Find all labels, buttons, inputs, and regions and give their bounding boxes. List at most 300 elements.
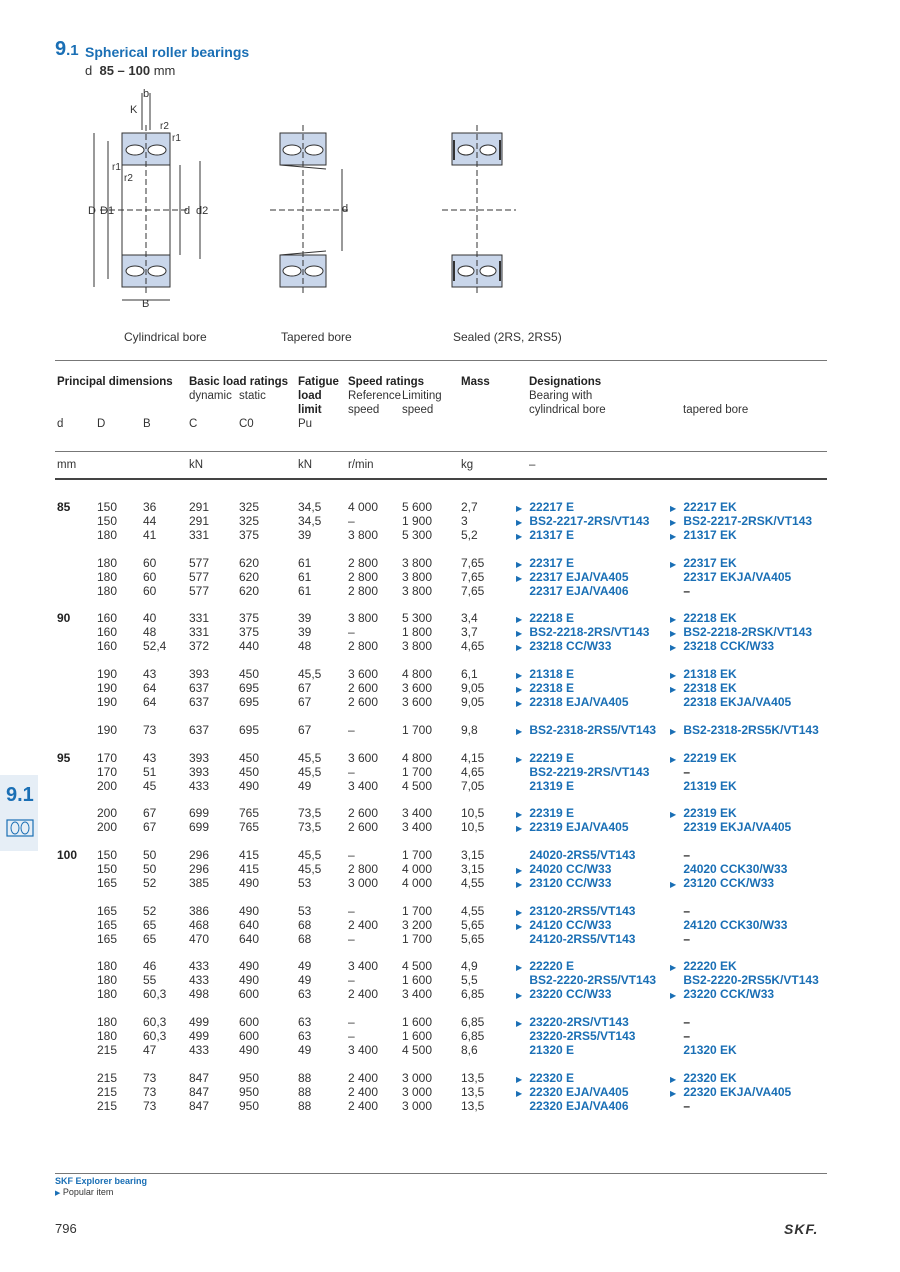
triangle-right-icon: ▶: [670, 1089, 677, 1098]
designation-text: 21319 EK: [683, 779, 737, 793]
triangle-right-icon: ▶: [516, 685, 523, 694]
cell-mass: 9,05: [461, 681, 485, 695]
cell-C: 386: [189, 904, 210, 918]
cell-designation-tapered: [670, 1099, 690, 1113]
cell-Pu: 63: [298, 1029, 312, 1043]
cell-lim-speed: 3 600: [402, 695, 433, 709]
side-tab-number: 9.1: [6, 784, 34, 806]
cell-designation-tapered: [670, 584, 690, 598]
cell-Pu: 63: [298, 1015, 312, 1029]
cell-C: 637: [189, 695, 210, 709]
cell-C: 699: [189, 820, 210, 834]
cell-Pu: 45,5: [298, 751, 322, 765]
triangle-right-icon: ▶: [516, 810, 523, 819]
cell-d: 95: [57, 751, 71, 765]
triangle-right-icon: ▶: [516, 615, 523, 624]
triangle-right-icon: ▶: [670, 615, 677, 624]
designation-text: BS2-2218-2RS/VT143: [529, 625, 650, 639]
cell-B: 55: [143, 973, 157, 987]
label-d2: d2: [196, 205, 209, 217]
cell-lim-speed: 3 800: [402, 556, 433, 570]
cell-mass: 13,5: [461, 1085, 485, 1099]
cell-C: 433: [189, 779, 210, 793]
cell-lim-speed: 5 600: [402, 500, 433, 514]
designation-text: 21320 E: [529, 1043, 575, 1057]
cell-D: 215: [97, 1071, 118, 1085]
cell-C: 847: [189, 1099, 210, 1113]
cell-Pu: 88: [298, 1085, 312, 1099]
cell-D: 160: [97, 611, 118, 625]
cell-mass: 9,8: [461, 723, 478, 737]
designation-text: 23120 CC/W33: [529, 876, 612, 890]
cell-C: 847: [189, 1085, 210, 1099]
designation-text: 22319 EK: [683, 806, 737, 820]
cell-B: 51: [143, 765, 157, 779]
cell-mass: 6,85: [461, 987, 485, 1001]
cell-Pu: 53: [298, 876, 312, 890]
cell-D: 180: [97, 987, 118, 1001]
triangle-right-icon: ▶: [670, 671, 677, 680]
cell-D: 200: [97, 820, 118, 834]
cell-C0: 620: [239, 584, 260, 598]
designation-text: –: [683, 584, 691, 598]
cell-B: 65: [143, 932, 157, 946]
designation-text: BS2-2219-2RS/VT143: [529, 765, 650, 779]
triangle-right-icon: ▶: [516, 908, 523, 917]
designation-text: 22219 EK: [683, 751, 737, 765]
cell-Pu: 39: [298, 528, 312, 542]
cell-B: 43: [143, 751, 157, 765]
unit-mm: mm: [57, 459, 77, 471]
cell-designation-tapered: [670, 779, 737, 793]
cell-mass: 5,2: [461, 528, 478, 542]
cell-ref-speed: 3 400: [348, 779, 379, 793]
cell-mass: 7,05: [461, 779, 485, 793]
cell-ref-speed: 3 400: [348, 1043, 379, 1057]
cell-D: 160: [97, 639, 118, 653]
cell-mass: 5,65: [461, 932, 485, 946]
cell-ref-speed: 4 000: [348, 500, 379, 514]
label-B: B: [142, 298, 150, 310]
designation-text: –: [683, 765, 691, 779]
cell-designation-cylindrical: [516, 584, 629, 598]
cell-Pu: 49: [298, 779, 312, 793]
triangle-right-icon: ▶: [670, 532, 677, 541]
designation-text: 22318 EK: [683, 681, 737, 695]
cell-designation-cylindrical: [516, 639, 611, 655]
triangle-right-icon: ▶: [670, 727, 677, 736]
cell-ref-speed: 2 600: [348, 681, 379, 695]
cell-designation-cylindrical: [516, 1043, 574, 1057]
cell-C0: 950: [239, 1099, 260, 1113]
cell-Pu: 53: [298, 904, 312, 918]
cell-D: 170: [97, 765, 118, 779]
label-r2-left: r2: [124, 173, 133, 184]
label-K: K: [130, 104, 138, 116]
cell-designation-tapered: [670, 876, 774, 892]
cell-ref-speed: 2 800: [348, 862, 379, 876]
cell-C: 577: [189, 556, 210, 570]
cell-C0: 490: [239, 904, 260, 918]
cell-mass: 7,65: [461, 584, 485, 598]
cell-designation-cylindrical: [516, 932, 635, 946]
label-d-tapered: d: [342, 203, 349, 215]
cell-C: 433: [189, 1043, 210, 1057]
designation-text: 23120 CCK/W33: [683, 876, 775, 890]
cell-mass: 3,15: [461, 862, 485, 876]
designation-text: 22317 EKJA/VA405: [683, 570, 792, 584]
cell-lim-speed: 1 700: [402, 932, 433, 946]
cell-designation-tapered: [670, 918, 787, 932]
triangle-right-icon: ▶: [516, 643, 523, 652]
designation-text: –: [683, 848, 691, 862]
cell-C: 331: [189, 611, 210, 625]
cell-lim-speed: 4 500: [402, 779, 433, 793]
cell-designation-cylindrical: [516, 1029, 635, 1043]
cell-D: 180: [97, 959, 118, 973]
triangle-right-icon: ▶: [670, 518, 677, 527]
cell-lim-speed: 3 400: [402, 806, 433, 820]
triangle-right-icon: ▶: [670, 991, 677, 1000]
designation-text: 22317 EJA/VA405: [529, 570, 629, 584]
triangle-right-icon: ▶: [516, 671, 523, 680]
cell-B: 65: [143, 918, 157, 932]
cell-designation-tapered: [670, 1043, 737, 1057]
cell-C0: 490: [239, 1043, 260, 1057]
caption-sealed: Sealed (2RS, 2RS5): [453, 330, 562, 344]
cell-B: 60: [143, 570, 157, 584]
designation-text: 23218 CC/W33: [529, 639, 612, 653]
label-b: b: [143, 88, 150, 100]
cell-Pu: 49: [298, 959, 312, 973]
designation-text: 22219 E: [529, 751, 575, 765]
cell-C: 699: [189, 806, 210, 820]
cell-Pu: 67: [298, 723, 312, 737]
designation-text: 22218 E: [529, 611, 575, 625]
header-bearing-with: Bearing with cylindrical bore: [529, 390, 606, 416]
cell-D: 180: [97, 584, 118, 598]
cell-D: 180: [97, 528, 118, 542]
designation-text: BS2-2220-2RS5K/VT143: [683, 973, 819, 987]
cell-Pu: 73,5: [298, 806, 322, 820]
designation-text: 22217 EK: [683, 500, 737, 514]
cell-lim-speed: 3 600: [402, 681, 433, 695]
cell-B: 60: [143, 556, 157, 570]
cell-B: 43: [143, 667, 157, 681]
cell-C: 577: [189, 584, 210, 598]
designation-text: 23120-2RS5/VT143: [529, 904, 636, 918]
cell-D: 215: [97, 1085, 118, 1099]
cell-D: 215: [97, 1043, 118, 1057]
designation-text: 22317 EJA/VA406: [529, 584, 629, 598]
designation-text: –: [683, 904, 691, 918]
unit-dash: –: [529, 459, 536, 471]
cell-designation-cylindrical: [516, 820, 629, 836]
cell-C0: 450: [239, 765, 260, 779]
cell-C0: 450: [239, 667, 260, 681]
cell-designation-cylindrical: [516, 987, 611, 1003]
cell-B: 52,4: [143, 639, 167, 653]
cell-designation-tapered: [670, 1029, 690, 1043]
cell-D: 150: [97, 500, 118, 514]
cell-C0: 415: [239, 848, 260, 862]
cell-C0: 490: [239, 779, 260, 793]
cell-designation-tapered: [670, 765, 690, 779]
label-r2-top: r2: [160, 121, 169, 132]
cell-D: 150: [97, 862, 118, 876]
triangle-right-icon: ▶: [55, 1190, 61, 1197]
cell-mass: 4,15: [461, 751, 485, 765]
page-title: Spherical roller bearings: [85, 44, 250, 60]
cell-lim-speed: 3 200: [402, 918, 433, 932]
triangle-right-icon: ▶: [670, 685, 677, 694]
cell-designation-tapered: [670, 973, 819, 987]
skf-logo: SKF.: [784, 1221, 819, 1237]
cell-B: 41: [143, 528, 157, 542]
cell-Pu: 49: [298, 973, 312, 987]
triangle-right-icon: ▶: [516, 504, 523, 513]
cell-ref-speed: 2 400: [348, 1085, 379, 1099]
triangle-right-icon: ▶: [670, 504, 677, 513]
cell-mass: 4,9: [461, 959, 478, 973]
cell-Pu: 45,5: [298, 862, 322, 876]
cell-designation-tapered: [670, 528, 737, 544]
cell-designation-cylindrical: [516, 876, 611, 892]
cell-lim-speed: 1 600: [402, 1015, 433, 1029]
designation-text: 24120 CCK30/W33: [683, 918, 788, 932]
cell-mass: 8,6: [461, 1043, 478, 1057]
designation-text: –: [683, 1029, 691, 1043]
triangle-right-icon: ▶: [516, 1019, 523, 1028]
cell-C: 637: [189, 723, 210, 737]
cell-C0: 765: [239, 806, 260, 820]
cell-C0: 490: [239, 973, 260, 987]
designation-text: 22218 EK: [683, 611, 737, 625]
cell-mass: 7,65: [461, 556, 485, 570]
page-number: 796: [55, 1221, 77, 1236]
designation-text: 24020 CC/W33: [529, 862, 612, 876]
cell-lim-speed: 1 700: [402, 765, 433, 779]
col-C0: C0: [239, 418, 254, 430]
cell-Pu: 61: [298, 584, 312, 598]
cell-C0: 600: [239, 987, 260, 1001]
triangle-right-icon: ▶: [516, 866, 523, 875]
designation-text: 21320 EK: [683, 1043, 737, 1057]
cell-Pu: 45,5: [298, 848, 322, 862]
cell-C0: 950: [239, 1071, 260, 1085]
cell-ref-speed: 2 800: [348, 570, 379, 584]
designation-text: 22317 EK: [683, 556, 737, 570]
header-mid-rule: [55, 451, 827, 452]
header-dynamic: dynamic: [189, 390, 232, 402]
cell-lim-speed: 3 800: [402, 570, 433, 584]
cell-lim-speed: 5 300: [402, 528, 433, 542]
cell-C0: 490: [239, 959, 260, 973]
cell-C: 393: [189, 667, 210, 681]
header-bottom-rule: [55, 478, 827, 480]
cell-ref-speed: 3 800: [348, 611, 379, 625]
cell-Pu: 39: [298, 625, 312, 639]
cell-C: 433: [189, 973, 210, 987]
cell-designation-tapered: [670, 904, 690, 918]
triangle-right-icon: ▶: [670, 643, 677, 652]
cell-B: 60,3: [143, 987, 167, 1001]
cell-C: 296: [189, 862, 210, 876]
cell-ref-speed: –: [348, 932, 355, 946]
cell-ref-speed: 2 400: [348, 1071, 379, 1085]
cell-C: 296: [189, 848, 210, 862]
cell-designation-cylindrical: [516, 779, 574, 793]
triangle-right-icon: ▶: [516, 922, 523, 931]
cell-ref-speed: 3 600: [348, 667, 379, 681]
cell-C: 393: [189, 751, 210, 765]
cell-C0: 325: [239, 500, 260, 514]
cell-Pu: 68: [298, 932, 312, 946]
triangle-right-icon: ▶: [516, 629, 523, 638]
cell-Pu: 45,5: [298, 765, 322, 779]
cell-Pu: 68: [298, 918, 312, 932]
cell-C0: 620: [239, 570, 260, 584]
col-D: D: [97, 418, 106, 430]
designation-text: 22320 EKJA/VA405: [683, 1085, 792, 1099]
cell-B: 73: [143, 1071, 157, 1085]
triangle-right-icon: ▶: [516, 1089, 523, 1098]
cell-C0: 695: [239, 681, 260, 695]
label-D: D: [88, 205, 96, 217]
designation-text: 21317 EK: [683, 528, 737, 542]
cell-ref-speed: 2 400: [348, 987, 379, 1001]
cell-ref-speed: –: [348, 1015, 355, 1029]
designation-text: 24020-2RS5/VT143: [529, 848, 636, 862]
cell-designation-cylindrical: [516, 765, 649, 779]
cell-C: 637: [189, 681, 210, 695]
label-r1-left: r1: [112, 162, 121, 173]
cell-mass: 10,5: [461, 820, 485, 834]
header-limiting: Limiting speed: [402, 390, 442, 416]
cell-B: 46: [143, 959, 157, 973]
cell-C: 470: [189, 932, 210, 946]
cell-designation-cylindrical: [516, 848, 635, 862]
cell-mass: 2,7: [461, 500, 478, 514]
cell-C: 499: [189, 1029, 210, 1043]
cell-ref-speed: 3 600: [348, 751, 379, 765]
cell-designation-tapered: [670, 820, 791, 834]
cell-C: 393: [189, 765, 210, 779]
cell-designation-tapered: [670, 932, 690, 946]
cell-C0: 600: [239, 1015, 260, 1029]
cell-C0: 375: [239, 528, 260, 542]
cell-D: 180: [97, 1015, 118, 1029]
cell-ref-speed: –: [348, 1029, 355, 1043]
cell-C0: 640: [239, 932, 260, 946]
cell-mass: 3,15: [461, 848, 485, 862]
cell-B: 44: [143, 514, 157, 528]
cell-lim-speed: 4 800: [402, 667, 433, 681]
header-tapered-bore: tapered bore: [683, 404, 749, 416]
designation-text: 21317 E: [529, 528, 575, 542]
header-fatigue: Fatigue load limit: [298, 376, 339, 416]
cell-C: 498: [189, 987, 210, 1001]
sealed-bearing-drawing: [442, 125, 516, 295]
cell-D: 190: [97, 723, 118, 737]
cell-C0: 600: [239, 1029, 260, 1043]
cell-Pu: 88: [298, 1071, 312, 1085]
cell-B: 73: [143, 1099, 157, 1113]
cell-C0: 640: [239, 918, 260, 932]
header-principal: Principal dimensions: [57, 376, 173, 388]
cell-mass: 5,65: [461, 918, 485, 932]
cell-ref-speed: 2 400: [348, 1099, 379, 1113]
cell-ref-speed: –: [348, 848, 355, 862]
cell-B: 60,3: [143, 1015, 167, 1029]
designation-text: 22320 EJA/VA405: [529, 1085, 629, 1099]
cell-lim-speed: 3 400: [402, 820, 433, 834]
cell-lim-speed: 4 500: [402, 959, 433, 973]
cell-lim-speed: 1 600: [402, 973, 433, 987]
designation-text: 21318 EK: [683, 667, 737, 681]
cell-C: 468: [189, 918, 210, 932]
triangle-right-icon: ▶: [670, 880, 677, 889]
designation-text: BS2-2318-2RS5K/VT143: [683, 723, 819, 737]
caption-cylindrical: Cylindrical bore: [124, 330, 207, 344]
cell-D: 165: [97, 904, 118, 918]
cell-B: 64: [143, 695, 157, 709]
cell-C: 291: [189, 500, 210, 514]
cell-lim-speed: 3 000: [402, 1071, 433, 1085]
cell-lim-speed: 1 800: [402, 625, 433, 639]
cell-designation-cylindrical: [516, 695, 629, 711]
cell-B: 52: [143, 904, 157, 918]
triangle-right-icon: ▶: [670, 810, 677, 819]
triangle-right-icon: ▶: [516, 518, 523, 527]
legend-popular: ▶ Popular item: [55, 1187, 114, 1197]
cell-mass: 4,55: [461, 904, 485, 918]
cell-C: 847: [189, 1071, 210, 1085]
designation-text: 22220 EK: [683, 959, 737, 973]
cell-D: 190: [97, 667, 118, 681]
unit-kN-fatigue: kN: [298, 459, 313, 471]
cell-ref-speed: –: [348, 904, 355, 918]
cell-designation-tapered: [670, 1015, 690, 1029]
cell-D: 215: [97, 1099, 118, 1113]
cell-Pu: 67: [298, 695, 312, 709]
cell-Pu: 67: [298, 681, 312, 695]
triangle-right-icon: ▶: [670, 629, 677, 638]
cell-Pu: 45,5: [298, 667, 322, 681]
designation-text: BS2-2217-2RS/VT143: [529, 514, 650, 528]
designation-text: 22319 E: [529, 806, 575, 820]
designation-text: –: [683, 1015, 691, 1029]
cell-lim-speed: 3 800: [402, 639, 433, 653]
cell-C0: 950: [239, 1085, 260, 1099]
cell-ref-speed: –: [348, 625, 355, 639]
cell-mass: 10,5: [461, 806, 485, 820]
triangle-right-icon: ▶: [516, 699, 523, 708]
cell-ref-speed: –: [348, 973, 355, 987]
cell-D: 170: [97, 751, 118, 765]
cell-B: 73: [143, 723, 157, 737]
triangle-right-icon: ▶: [516, 880, 523, 889]
cell-mass: 13,5: [461, 1099, 485, 1113]
cell-ref-speed: –: [348, 723, 355, 737]
cell-B: 47: [143, 1043, 157, 1057]
cell-ref-speed: 3 400: [348, 959, 379, 973]
cell-designation-tapered: [670, 723, 819, 739]
cell-ref-speed: 2 800: [348, 584, 379, 598]
section-number: 9.1: [55, 38, 79, 60]
cell-mass: 3: [461, 514, 468, 528]
header-speed: Speed ratings: [348, 376, 425, 388]
